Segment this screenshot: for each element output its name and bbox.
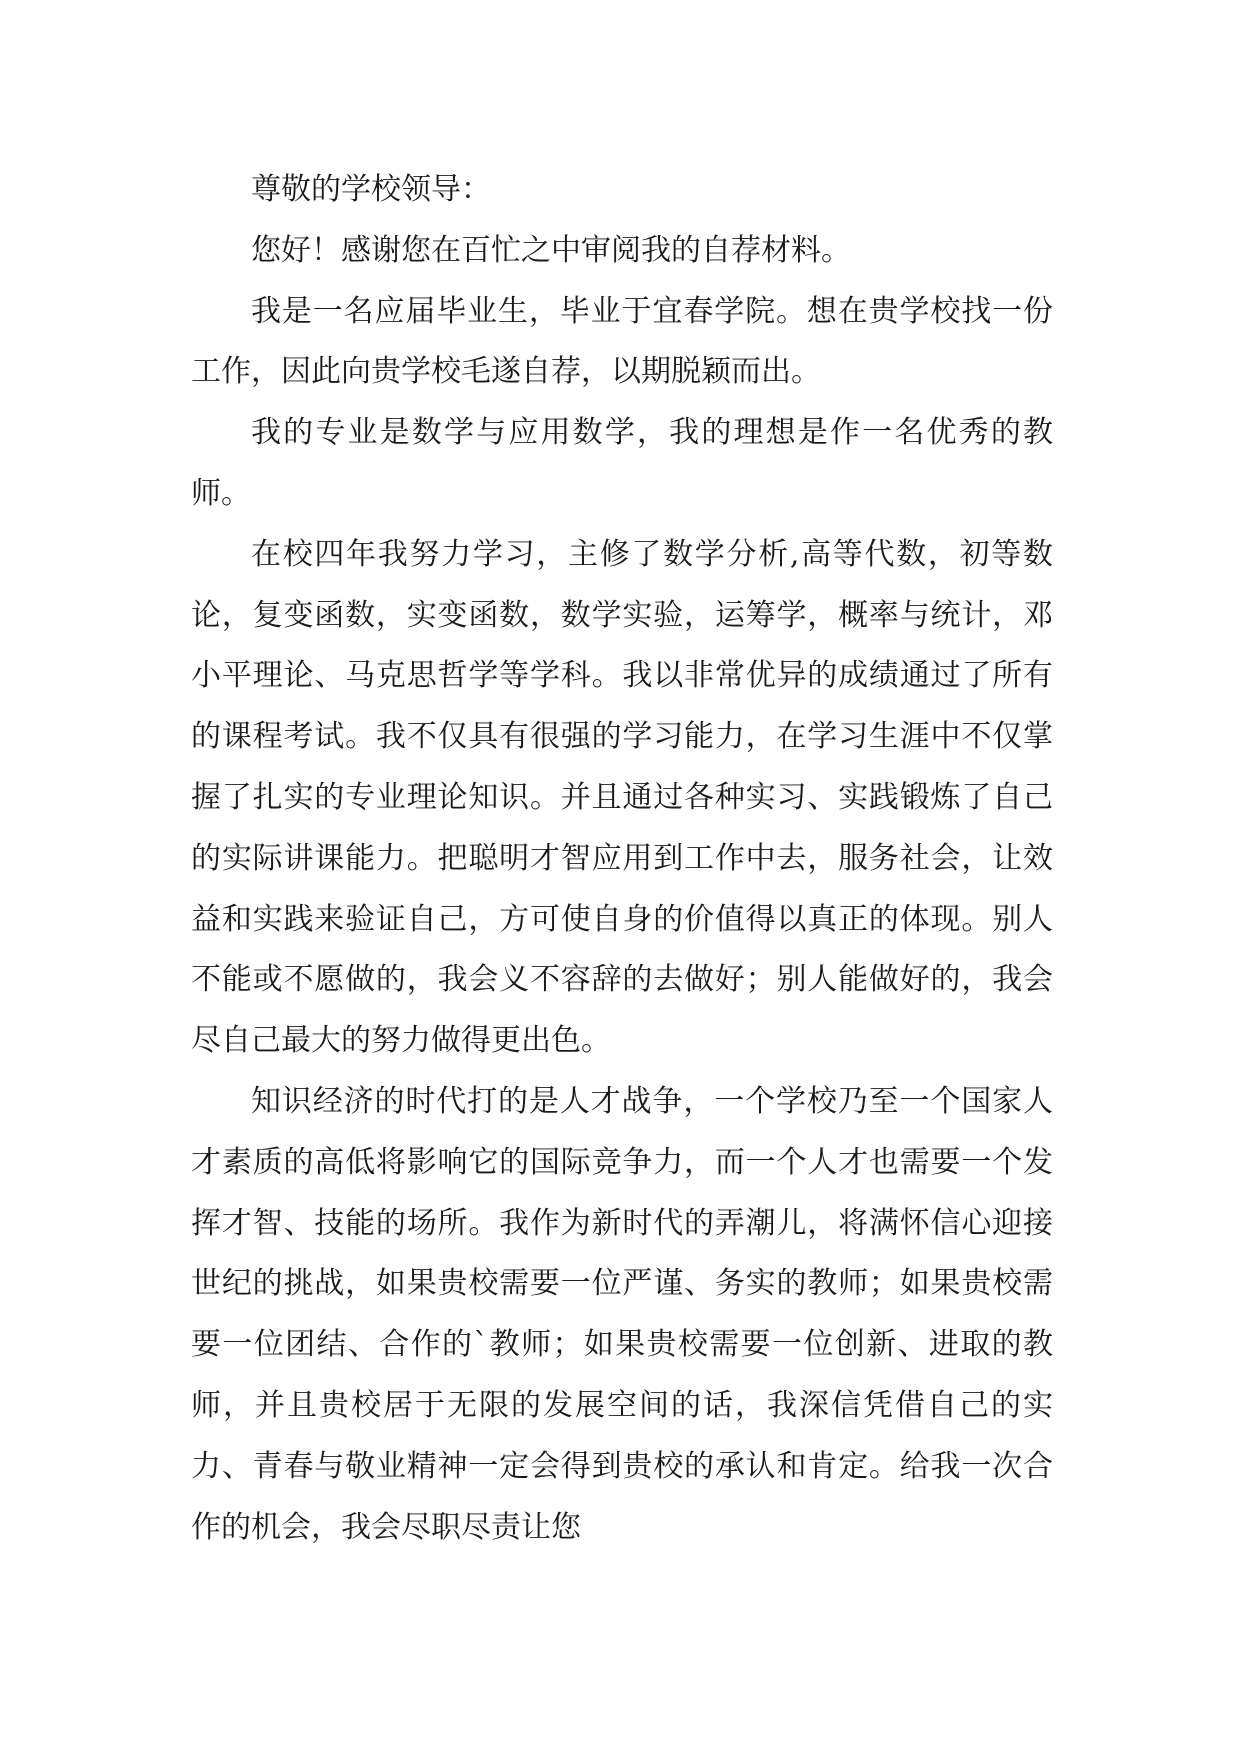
paragraph-study: 在校四年我努力学习，主修了数学分析,高等代数，初等数论，复变函数，实变函数，数学实验，运筹学，概率与统计，邓小平理论、马克思哲学等学科。我以非常优异的成绩通过了所有的课程考试。我不仅具有很强的学习能力，在学习生涯中不仅掌握了扎实的专业理论知识。并且通过各种实习、实践锻炼了自己的实际讲课能力。把聪明才智应用到工作中去，服务社会，让效益和实践来验证自己，方可使自身的价值得以真正的体现。别人不能或不愿做的，我会义不容辞的去做好；别人能做好的，我会尽自己最大的努力做得更出色。 <box>191 536 1053 1059</box>
salutation: 尊敬的学校领导： <box>251 172 491 207</box>
paragraph-introduction: 我是一名应届毕业生，毕业于宜春学院。想在贵学校找一份工作，因此向贵学校毛遂自荐，以期脱颖而出。 <box>191 293 1053 390</box>
paragraph-aspiration: 知识经济的时代打的是人才战争，一个学校乃至一个国家人才素质的高低将影响它的国际竞争力，而一个人才也需要一个发挥才智、技能的场所。我作为新时代的弄潮儿，将满怀信心迎接世纪的挑战，如果贵校需要一位严谨、务实的教师；如果贵校需要一位团结、合作的`教师；如果贵校需要一位创新、进取的教师，并且贵校居于无限的发展空间的话，我深信凭借自己的实力、青春与敬业精神一定会得到贵校的承认和肯定。给我一次合作的机会，我会尽职尽责让您 <box>191 1083 1053 1545</box>
paragraph-greeting: 您好！感谢您在百忙之中审阅我的自荐材料。 <box>251 232 851 268</box>
letter-body <box>191 160 1053 1558</box>
paragraph-major: 我的专业是数学与应用数学，我的理想是作一名优秀的教师。 <box>191 415 1053 511</box>
